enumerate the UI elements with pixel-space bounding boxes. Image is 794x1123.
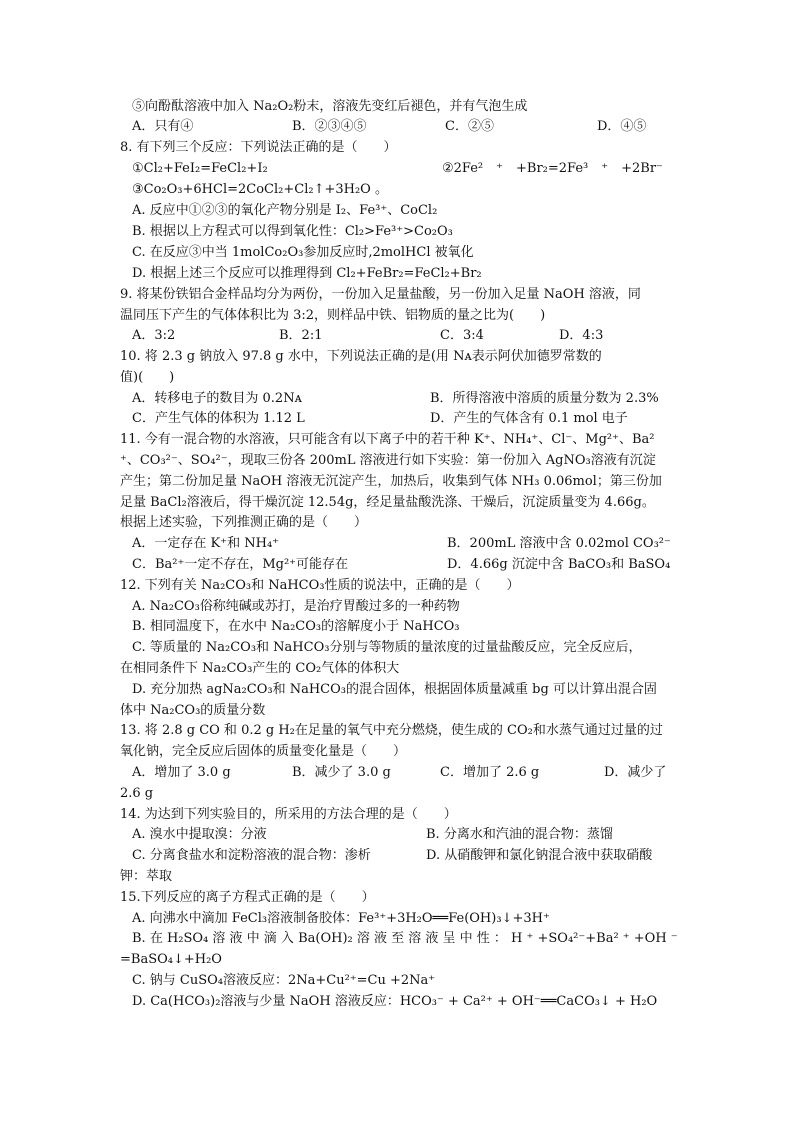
q9-option-d: D．4:3 bbox=[559, 328, 604, 343]
q12-option-c-line-1: C. 等质量的 Na₂CO₃和 NaHCO₃分别与等物质的量浓度的过量盐酸反应，完全反应后， bbox=[132, 640, 642, 655]
q7-option-c: C．②⑤ bbox=[445, 119, 494, 134]
q12-option-c-line-2: 在相同条件下 Na₂CO₃产生的 CO₂气体的体积大 bbox=[120, 661, 400, 676]
q8-option-b: B. 根据以上方程式可以得到氧化性：Cl₂>Fe³⁺>Co₂O₃ bbox=[132, 224, 453, 239]
q11-stem-line-5: 根据上述实验，下列推测正确的是（ ） bbox=[120, 515, 368, 530]
q12-option-b: B. 相同温度下，在水中 Na₂CO₃的溶解度小于 NaHCO₃ bbox=[132, 619, 460, 634]
q8-stem: 8. 有下列三个反应：下列说法正确的是（ ） bbox=[120, 140, 397, 155]
q11-option-d: D．4.66g 沉淀中含 BaCO₃和 BaSO₄ bbox=[447, 557, 671, 572]
q13-option-a: A．增加了 3.0 g bbox=[132, 765, 231, 780]
q8-reaction-2: ②2Fe² ⁺ +Br₂=2Fe³ ⁺ +2Br⁻ bbox=[442, 161, 663, 176]
q15-stem: 15.下列反应的离子方程式正确的是（ ） bbox=[120, 890, 375, 905]
q9-stem-line-2: 温同压下产生的气体体积比为 3:2，则样品中铁、铝物质的量之比为( ) bbox=[120, 308, 546, 323]
q9-option-a: A．3:2 bbox=[132, 328, 176, 343]
q10-stem-line-1: 10. 将 2.3 g 钠放入 97.8 g 水中，下列说法正确的是(用 Nᴀ表示阿伏加德罗常数的 bbox=[120, 349, 602, 364]
q8-option-a: A. 反应中①②③的氧化产物分别是 I₂、Fe³⁺、CoCl₂ bbox=[132, 203, 438, 218]
q7-statement-5: ⑤向酚酞溶液中加入 Na₂O₂粉末，溶液先变红后褪色，并有气泡生成 bbox=[132, 99, 528, 114]
q15-option-b-line-1: B. 在 H₂SO₄ 溶 液 中 滴 入 Ba(OH)₂ 溶 液 至 溶 液 呈 中 性 ： H ⁺ +SO₄²⁻+Ba² ⁺ +OH ⁻ bbox=[132, 931, 678, 946]
q8-reaction-3: ③Co₂O₃+6HCl=2CoCl₂+Cl₂↑+3H₂O 。 bbox=[132, 182, 388, 197]
q14-option-d-wrap: 钾：萃取 bbox=[120, 869, 173, 884]
q7-option-b: B．②③④⑤ bbox=[292, 119, 367, 134]
q12-option-a: A. Na₂CO₃俗称纯碱或苏打，是治疗胃酸过多的一种药物 bbox=[132, 599, 460, 614]
q11-option-a: A．一定存在 K⁺和 NH₄⁺ bbox=[132, 536, 280, 551]
q14-option-d: D. 从硝酸钾和氯化钠混合液中获取硝酸 bbox=[426, 848, 653, 863]
q15-option-b-line-2: =BaSO₄↓+H₂O bbox=[120, 952, 222, 967]
q8-option-d: D. 根据上述三个反应可以推理得到 Cl₂+FeBr₂=FeCl₂+Br₂ bbox=[132, 266, 482, 281]
q11-stem-line-1: 11. 今有一混合物的水溶液，只可能含有以下离子中的若干种 K⁺、NH₄⁺、Cl⁻、Mg²⁺、Ba² bbox=[120, 432, 655, 447]
q10-option-a: A．转移电子的数目为 0.2Nᴀ bbox=[132, 391, 302, 406]
q12-option-d-line-1: D. 充分加热 agNa₂CO₃和 NaHCO₃的混合固体，根据固体质量减重 bg 可以计算出混合固 bbox=[132, 682, 657, 697]
q15-option-a: A. 向沸水中滴加 FeCl₃溶液制备胶体：Fe³⁺+3H₂O══Fe(OH)₃↓+3H⁺ bbox=[132, 911, 550, 926]
q13-stem-line-1: 13. 将 2.8 g CO 和 0.2 g H₂在足量的氧气中充分燃烧，使生成的 CO₂和水蒸气通过过量的过 bbox=[120, 723, 663, 738]
q10-option-c: C．产生气体的体积为 1.12 L bbox=[132, 411, 305, 426]
q14-stem: 14. 为达到下列实验目的，所采用的方法合理的是（ ） bbox=[120, 807, 457, 822]
q13-option-c: C．增加了 2.6 g bbox=[440, 765, 540, 780]
q12-stem: 12. 下列有关 Na₂CO₃和 NaHCO₃性质的说法中，正确的是（ ） bbox=[120, 578, 520, 593]
q11-stem-line-2: ⁺、CO₃²⁻、SO₄²⁻，现取三份各 200mL 溶液进行如下实验：第一份加入 AgNO₃溶液有沉淀 bbox=[120, 453, 656, 468]
q14-option-a: A. 溴水中提取溴：分液 bbox=[132, 827, 267, 842]
q14-option-b: B. 分离水和汽油的混合物：蒸馏 bbox=[426, 827, 613, 842]
q7-option-d: D．④⑤ bbox=[597, 119, 647, 134]
q9-option-b: B．2:1 bbox=[279, 328, 323, 343]
q7-option-a: A．只有④ bbox=[132, 119, 194, 134]
q14-option-c: C. 分离食盐水和淀粉溶液的混合物：渗析 bbox=[132, 848, 371, 863]
q12-option-d-line-2: 体中 Na₂CO₃的质量分数 bbox=[120, 703, 266, 718]
q13-option-d-wrap: 2.6 g bbox=[120, 786, 154, 801]
q15-option-d: D. Ca(HCO₃)₂溶液与少量 NaOH 溶液反应：HCO₃⁻ + Ca²⁺ + OH⁻══CaCO₃↓ + H₂O bbox=[132, 994, 658, 1009]
q9-stem-line-1: 9. 将某份铁铝合金样品均分为两份，一份加入足量盐酸，另一份加入足量 NaOH 溶液，同 bbox=[120, 287, 641, 302]
q9-option-c: C．3:4 bbox=[440, 328, 484, 343]
q13-option-b: B．减少了 3.0 g bbox=[292, 765, 391, 780]
q10-stem-line-2: 值)( ) bbox=[120, 370, 175, 385]
q11-option-b: B．200mL 溶液中含 0.02mol CO₃²⁻ bbox=[447, 536, 671, 551]
q11-option-c: C．Ba²⁺一定不存在，Mg²⁺可能存在 bbox=[132, 557, 349, 572]
q13-option-d: D．减少了 bbox=[604, 765, 667, 780]
q8-option-c: C. 在反应③中当 1molCo₂O₃参加反应时,2molHCl 被氧化 bbox=[132, 245, 474, 260]
q15-option-c: C. 钠与 CuSO₄溶液反应：2Na+Cu²⁺=Cu +2Na⁺ bbox=[132, 973, 436, 988]
q10-option-b: B．所得溶液中溶质的质量分数为 2.3% bbox=[430, 391, 659, 406]
q11-stem-line-3: 产生；第二份加足量 NaOH 溶液无沉淀产生，加热后，收集到气体 NH₃ 0.06mol；第三份加 bbox=[120, 474, 662, 489]
q13-stem-line-2: 氧化钠，完全反应后固体的质量变化量是（ ） bbox=[120, 744, 407, 759]
q10-option-d: D．产生的气体含有 0.1 mol 电子 bbox=[430, 411, 628, 426]
q11-stem-line-4: 足量 BaCl₂溶液后，得干燥沉淀 12.54g，经足量盐酸洗涤、干燥后，沉淀质量变为 4.66g。 bbox=[120, 495, 655, 510]
q8-reaction-1: ①Cl₂+FeI₂=FeCl₂+I₂ bbox=[132, 161, 268, 176]
